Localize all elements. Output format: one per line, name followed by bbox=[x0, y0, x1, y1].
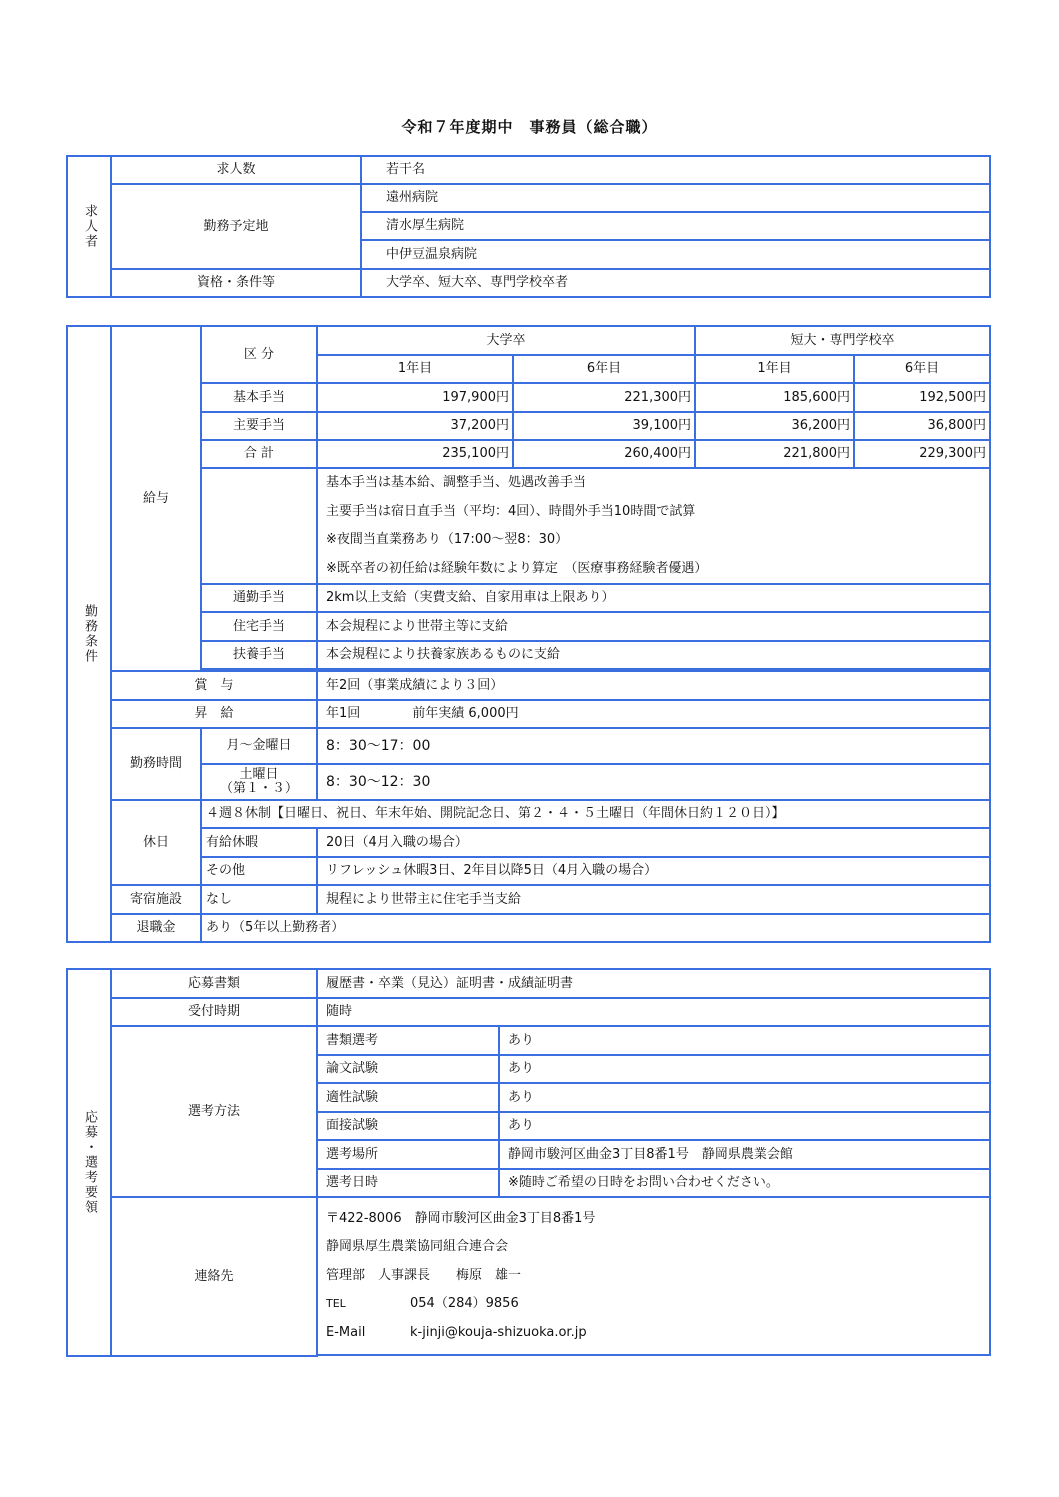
year-header: 6年目 bbox=[513, 355, 695, 383]
note-line: 基本手当は基本給、調整手当、処遇改善手当 bbox=[326, 475, 587, 490]
salary-cell: 197,900円 bbox=[317, 383, 513, 412]
bonus-value: 年2回（事業成績により３回） bbox=[317, 671, 990, 700]
dorm-label: 寄宿施設 bbox=[111, 885, 201, 914]
holiday-main: ４週８休制【日曜日、祝日、年末年始、開院記念日、第２・４・５土曜日（年間休日約１２０日）】 bbox=[201, 800, 990, 828]
count-label: 求人数 bbox=[111, 156, 361, 184]
contact-address: 〒422-8006 静岡市駿河区曲金3丁目8番1号 bbox=[326, 1210, 596, 1226]
page-title: 令和７年度期中 事務員（総合職） bbox=[401, 118, 658, 136]
note-line: ※夜間当直業務あり（17:00～翌8：30） bbox=[326, 532, 569, 547]
contact-email-row bbox=[326, 1319, 983, 1348]
salary-cell: 221,300円 bbox=[513, 383, 695, 412]
application-table bbox=[66, 968, 991, 1357]
salary-cell: 221,800円 bbox=[695, 440, 854, 468]
method-item-label: 面接試験 bbox=[317, 1112, 499, 1140]
allowance-label: 住宅手当 bbox=[201, 612, 317, 641]
hours-weekday-value: 8：30～17：00 bbox=[317, 728, 990, 764]
salary-cell: 36,200円 bbox=[695, 412, 854, 440]
saturday-sub: （第１・３） bbox=[219, 781, 298, 796]
method-item-value: 静岡市駿河区曲金3丁目8番1号 静岡県農業会館 bbox=[499, 1140, 990, 1169]
allowance-value: 本会規程により世帯主等に支給 bbox=[317, 612, 990, 641]
conditions-section-label: 勤務条件 bbox=[67, 326, 111, 942]
contact-block bbox=[317, 1197, 990, 1355]
notes-blank bbox=[201, 468, 317, 584]
method-item-value: ※随時ご希望の日時をお問い合わせください。 bbox=[499, 1169, 990, 1197]
email-label: E-Mail bbox=[326, 1324, 366, 1340]
holiday-label: 休日 bbox=[111, 800, 201, 885]
count-value: 若干名 bbox=[361, 156, 990, 184]
allowance-label: 扶養手当 bbox=[201, 641, 317, 669]
method-item-value: あり bbox=[499, 1112, 990, 1140]
paid-leave-label: 有給休暇 bbox=[201, 828, 317, 857]
conditions-table bbox=[66, 325, 991, 943]
saturday-label: 土曜日 bbox=[239, 767, 279, 782]
allowance-value: 本会規程により扶養家族あるものに支給 bbox=[317, 641, 990, 669]
hours-saturday-value: 8：30～12：30 bbox=[317, 764, 990, 800]
contact-org: 静岡県厚生農業協同組合連合会 bbox=[326, 1239, 509, 1255]
paid-leave-value: 20日（4月入職の場合） bbox=[317, 828, 990, 857]
group-university: 大学卒 bbox=[317, 326, 695, 355]
raise-value: 年1回 前年実績 6,000円 bbox=[317, 700, 990, 728]
period-label: 受付時期 bbox=[111, 998, 317, 1026]
salary-cell: 229,300円 bbox=[854, 440, 990, 468]
method-item-label: 書類選考 bbox=[317, 1026, 499, 1055]
contact-tel: 054（284）9856 bbox=[410, 1296, 519, 1312]
method-item-value: あり bbox=[499, 1055, 990, 1083]
contact-label: 連絡先 bbox=[111, 1197, 317, 1356]
retirement-label: 退職金 bbox=[111, 914, 201, 942]
location-label: 勤務予定地 bbox=[111, 184, 361, 269]
contact-person: 管理部 人事課長 梅原 雄一 bbox=[326, 1267, 522, 1283]
note-line: ※既卒者の初任給は経験年数により算定 （医療事務経験者優遇） bbox=[326, 560, 708, 576]
method-item-label: 選考日時 bbox=[317, 1169, 499, 1197]
salary-label: 給与 bbox=[111, 326, 201, 671]
salary-cell: 235,100円 bbox=[317, 440, 513, 468]
hours-label: 勤務時間 bbox=[111, 728, 201, 800]
dorm-note: 規程により世帯主に住宅手当支給 bbox=[317, 885, 990, 914]
method-item-label: 適性試験 bbox=[317, 1083, 499, 1112]
method-item-value: あり bbox=[499, 1026, 990, 1055]
year-header: 6年目 bbox=[854, 355, 990, 383]
location-item: 清水厚生病院 bbox=[361, 212, 990, 240]
hours-weekday-label: 月～金曜日 bbox=[201, 728, 317, 764]
retirement-value: あり（5年以上勤務者） bbox=[201, 914, 990, 942]
salary-cell: 260,400円 bbox=[513, 440, 695, 468]
dorm-value: なし bbox=[201, 885, 317, 914]
contact-tel-row bbox=[326, 1290, 983, 1319]
salary-cell: 39,100円 bbox=[513, 412, 695, 440]
other-leave-value: リフレッシュ休暇3日、2年目以降5日（4月入職の場合） bbox=[317, 857, 990, 885]
salary-cell: 37,200円 bbox=[317, 412, 513, 440]
other-leave-label: その他 bbox=[201, 857, 317, 885]
note-line: 主要手当は宿日直手当（平均：4回）、時間外手当10時間で試算 bbox=[326, 503, 696, 519]
application-section-label: 応募・選考要領 bbox=[67, 969, 111, 1356]
hours-saturday-label bbox=[201, 764, 317, 800]
salary-cell: 185,600円 bbox=[695, 383, 854, 412]
group-junior-college: 短大・専門学校卒 bbox=[695, 326, 990, 355]
salary-row-label: 合 計 bbox=[201, 440, 317, 468]
raise-label: 昇 給 bbox=[111, 700, 317, 728]
method-item-label: 論文試験 bbox=[317, 1055, 499, 1083]
salary-cell: 192,500円 bbox=[854, 383, 990, 412]
allowance-value: 2km以上支給（実費支給、自家用車は上限あり） bbox=[317, 584, 990, 612]
period-value: 随時 bbox=[317, 998, 990, 1026]
year-header: 1年目 bbox=[695, 355, 854, 383]
tel-label: TEL bbox=[326, 1297, 346, 1311]
year-header: 1年目 bbox=[317, 355, 513, 383]
documents-value: 履歴書・卒業（見込）証明書・成績証明書 bbox=[317, 969, 990, 998]
qualification-label: 資格・条件等 bbox=[111, 269, 361, 297]
location-item: 中伊豆温泉病院 bbox=[361, 240, 990, 269]
contact-email[interactable]: k-jinji@kouja-shizuoka.or.jp bbox=[410, 1324, 587, 1340]
salary-row-label: 主要手当 bbox=[201, 412, 317, 440]
location-item: 遠州病院 bbox=[361, 184, 990, 212]
bonus-label: 賞 与 bbox=[111, 671, 317, 700]
recruiter-section-label: 求人者 bbox=[67, 156, 111, 297]
salary-notes bbox=[317, 468, 990, 584]
documents-label: 応募書類 bbox=[111, 969, 317, 998]
salary-cell: 36,800円 bbox=[854, 412, 990, 440]
salary-row-label: 基本手当 bbox=[201, 383, 317, 412]
allowance-label: 通勤手当 bbox=[201, 584, 317, 612]
kubun-label: 区 分 bbox=[201, 326, 317, 383]
method-item-label: 選考場所 bbox=[317, 1140, 499, 1169]
method-item-value: あり bbox=[499, 1083, 990, 1112]
qualification-value: 大学卒、短大卒、専門学校卒者 bbox=[361, 269, 990, 297]
recruiter-table bbox=[66, 155, 991, 298]
method-label: 選考方法 bbox=[111, 1026, 317, 1197]
